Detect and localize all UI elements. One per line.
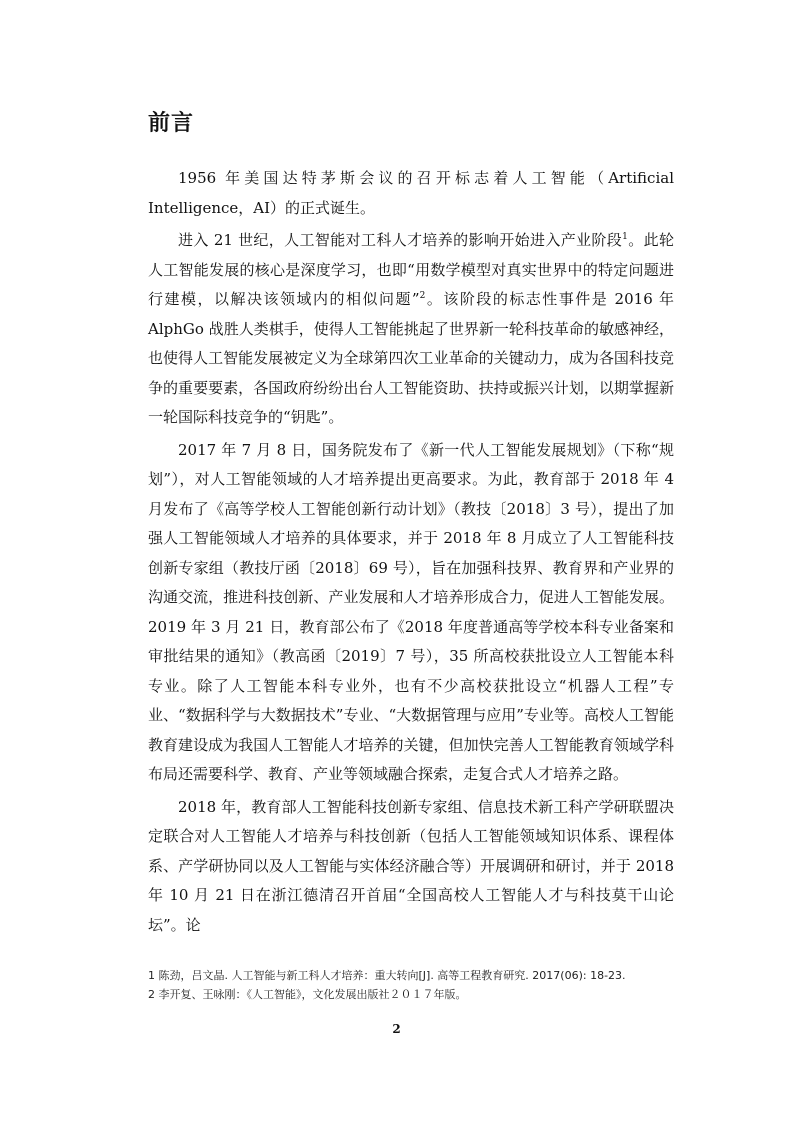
footnote-1: 1 陈劲，吕文晶. 人工智能与新工科人才培养：重大转向[J]. 高等工程教育研究. 2017(06): 18-23. — [148, 969, 626, 982]
paragraph-4: 2018 年，教育部人工智能科技创新专家组、信息技术新工科产学研联盟决定联合对人工智能人才培养与科技创新（包括人工智能领域知识体系、课程体系、产学研协同以及人工智能与实体经济融合等）开展调研和研讨，并于 2018 年 10 月 21 日在浙江德清召开首届“全国高校人工智能人才与科技莫干山论坛”。论 — [148, 797, 674, 934]
footnotes — [148, 966, 678, 1004]
body-text — [148, 164, 674, 943]
paragraph-3: 2017 年 7 月 8 日，国务院发布了《新一代人工智能发展规划》（下称“规划”），对人工智能领域的人才培养提出更高要求。为此，教育部于 2018 年 4 月发布了《高等学校人工智能创新行动计划》（教技〔2018〕3 号），提出了加强人工智能领域人才培养的具体要求，并于 2018 年 8 月成立了人工智能科技创新专家组（教技厅函〔2018〕69 号），旨在加强科技界、教育界和产业界的沟通交流，推进科技创新、产业发展和人才培养形成合力，促进人工智能发展。2019 年 3 月 21 日，教育部公布了《2018 年度普通高等学校本科专业备案和审批结果的通知》（教高函〔2019〕7 号），35 所高校获批设立人工智能本科专业。除了人工智能本科专业外，也有不少高校获批设立“机器人工程”专业、“数据科学与大数据技术”专业、“大数据管理与应用”专业等。高校人工智能教育建设成为我国人工智能人才培养的关键，但加快完善人工智能教育领域学科布局还需要科学、教育、产业等领域融合探索，走复合式人才培养之路。 — [148, 440, 674, 783]
paragraph-2-text-c: 。该阶段的标志性事件是 2016 年 AlphGo 战胜人类棋手，使得人工智能挑起了世界新一轮科技革命的敏感神经，也使得人工智能发展被定义为全球第四次工业革命的关键动力，成为各国科技竞争的重要要素，各国政府纷纷出台人工智能资助、扶持或振兴计划，以期掌握新一轮国际科技竞争的“钥匙”。 — [148, 290, 674, 426]
paragraph-1: 1956 年美国达特茅斯会议的召开标志着人工智能（Artificial Intelligence，AI）的正式诞生。 — [148, 169, 674, 217]
page-number: 2 — [392, 1022, 401, 1036]
footnote-ref-2[interactable]: 2 — [419, 291, 426, 301]
paragraph-2 — [148, 226, 674, 433]
footnote-ref-1[interactable]: 1 — [622, 232, 628, 242]
paragraph-2-text-b: 。此轮人工智能发展的核心是深度学习，也即“用数学模型对真实世界中的特定问题进行建模，以解决该领域内的相似问题” — [148, 231, 674, 308]
paragraph-2-text-a: 进入 21 世纪，人工智能对工科人才培养的影响开始进入产业阶段 — [178, 231, 623, 249]
footnote-2: 2 李开复、王咏刚：《人工智能》，文化发展出版社２０１７年版。 — [148, 988, 467, 1001]
section-heading: 前言 — [148, 111, 195, 136]
